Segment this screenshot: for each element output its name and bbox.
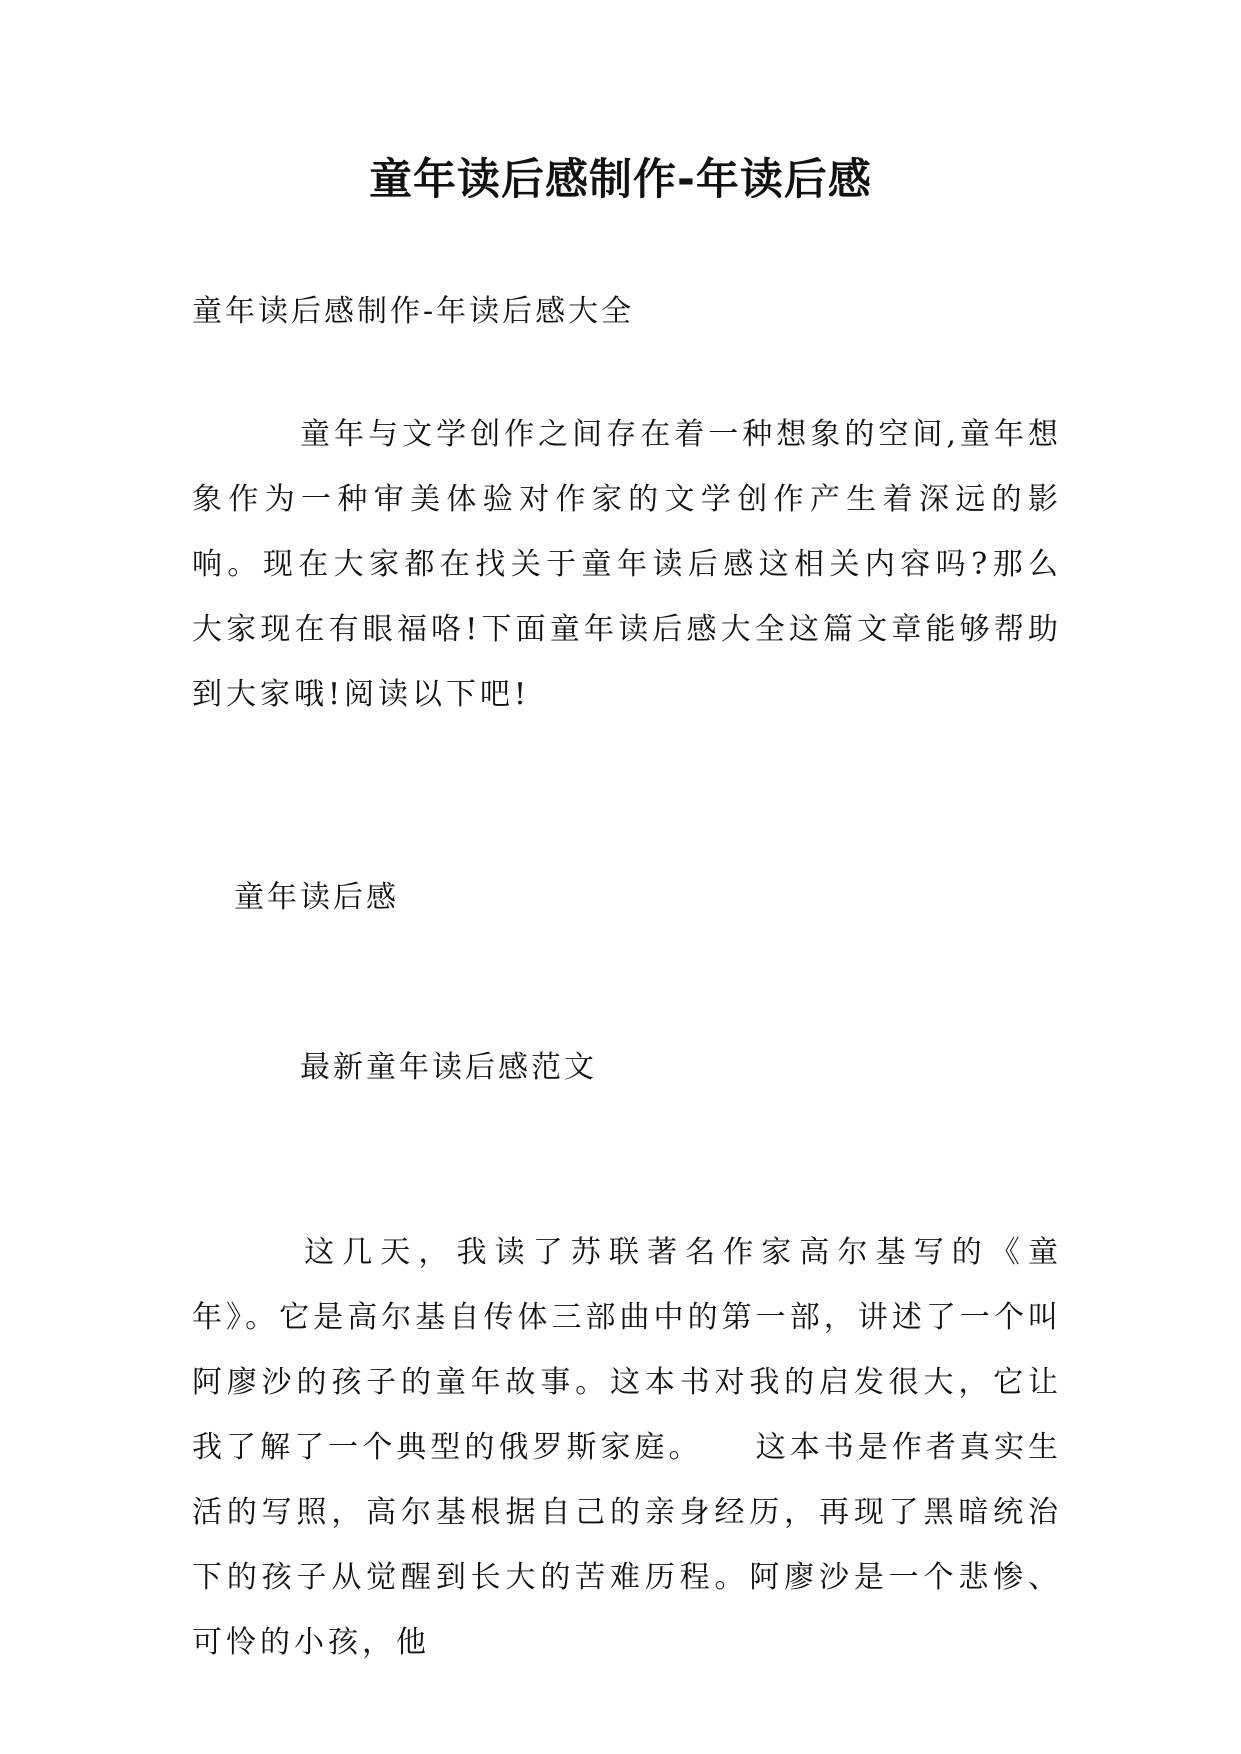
essay-paragraph-text: 这几天，我读了苏联著名作家高尔基写的《童年》。它是高尔基自传体三部曲中的第一部，讲述了一个叫阿廖沙的孩子的童年故事。这本书对我的启发很大，它让我了解了一个典型的俄罗斯家庭。 这本书是作者真实生活的写照，高尔基根据自己的亲身经历，再现了黑暗统治下的孩子从觉醒到长大的苦难历程。阿廖沙是一个悲惨、可怜的小孩，他: [192, 1235, 1062, 1660]
document-title: 童年读后感制作-年读后感: [369, 155, 872, 205]
intro-paragraph-text: 童年与文学创作之间存在着一种想象的空间,童年想象作为一种审美体验对作家的文学创作产生着深远的影响。现在大家都在找关于童年读后感这相关内容吗?那么大家现在有眼福咯!下面童年读后感大全这篇文章能够帮助到大家哦!阅读以下吧!: [192, 417, 1062, 712]
section-heading-sample-essay: 最新童年读后感范文: [300, 1050, 597, 1085]
essay-paragraph: [192, 1220, 1062, 1675]
section-heading-reading-notes: 童年读后感: [234, 880, 399, 915]
document-subtitle: 童年读后感制作-年读后感大全: [192, 294, 635, 329]
intro-paragraph: [192, 402, 1062, 727]
